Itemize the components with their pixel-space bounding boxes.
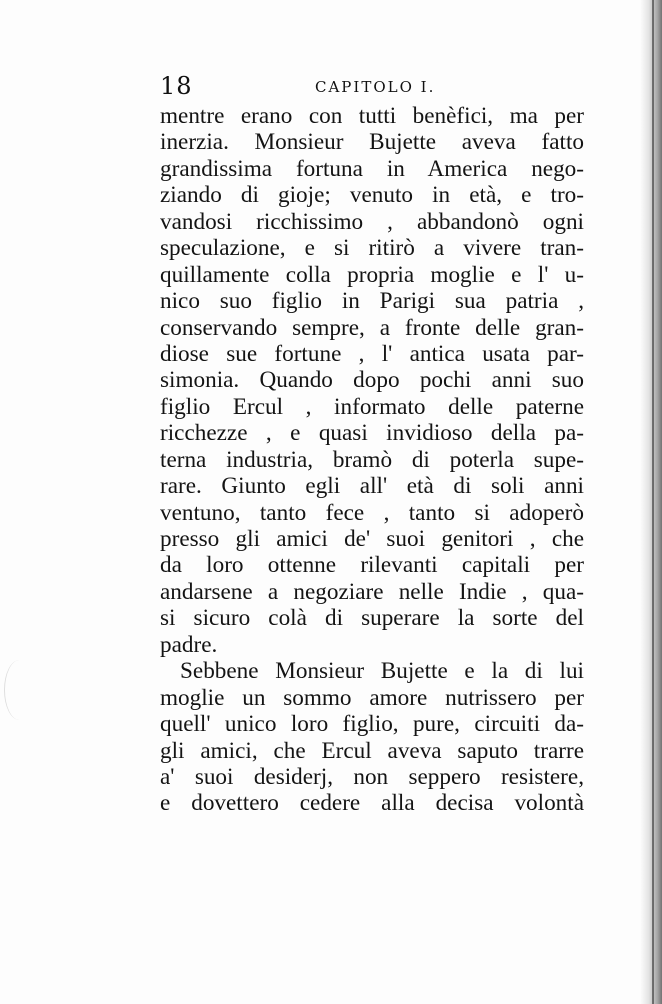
text-line: mentre erano con tutti benèfici, ma per — [160, 103, 584, 129]
running-head: CAPITOLO I. — [315, 78, 436, 96]
text-line: presso gli amici de' suoi genitori , che — [160, 526, 584, 552]
text-line: a' suoi desiderj, non seppero resistere, — [160, 763, 584, 790]
text-line: si sicuro colà di superare la sorte del — [160, 605, 584, 632]
text-line: Sebbene Monsieur Bujette e la di lui — [180, 658, 584, 685]
page-number: 18 — [160, 72, 193, 100]
text-line: da loro ottenne rilevanti capitali per — [160, 552, 584, 579]
binding-edge — [652, 0, 654, 1004]
text-line: moglie un sommo amore nutrissero per — [160, 684, 584, 711]
text-line: figlio Ercul , informato delle paterne — [160, 393, 584, 420]
text-line: rare. Giunto egli all' età di soli anni — [160, 473, 584, 500]
paper-crease — [4, 660, 35, 720]
text-line: ziando di gioje; venuto in età, e tro- — [160, 182, 584, 209]
text-line: diose sue fortune , l' antica usata par- — [160, 340, 584, 367]
text-line: nico suo figlio in Parigi sua patria , — [160, 288, 584, 315]
text-line: terna industria, bramò di poterla supe- — [160, 446, 584, 473]
text-line: vandosi ricchissimo , abbandonò ogni — [160, 208, 584, 235]
text-line: quell' unico loro figlio, pure, circuiti da- — [160, 711, 584, 738]
text-line: grandissima fortuna in America nego- — [160, 155, 584, 182]
text-line: simonia. Quando dopo pochi anni suo — [160, 367, 584, 394]
text-line: ventuno, tanto fece , tanto si adoperò — [160, 499, 584, 526]
text-line: ricchezze , e quasi invidioso della pa- — [160, 420, 584, 447]
text-line: quillamente colla propria moglie e l' u- — [160, 261, 584, 288]
text-line: andarsene a negoziare nelle Indie , qua- — [160, 578, 584, 605]
page-header — [160, 72, 600, 102]
text-line: speculazione, e si ritirò a vivere tran- — [160, 235, 584, 262]
text-line: conservando sempre, a fronte delle gran- — [160, 314, 584, 341]
body-text — [160, 103, 584, 817]
text-line: inerzia. Monsieur Bujette aveva fatto — [160, 129, 584, 156]
binding-shadow — [640, 0, 662, 1004]
text-line: gli amici, che Ercul aveva saputo trarre — [160, 737, 584, 764]
text-line: e dovettero cedere alla decisa volontà — [160, 790, 584, 817]
text-line: padre. — [160, 631, 218, 658]
